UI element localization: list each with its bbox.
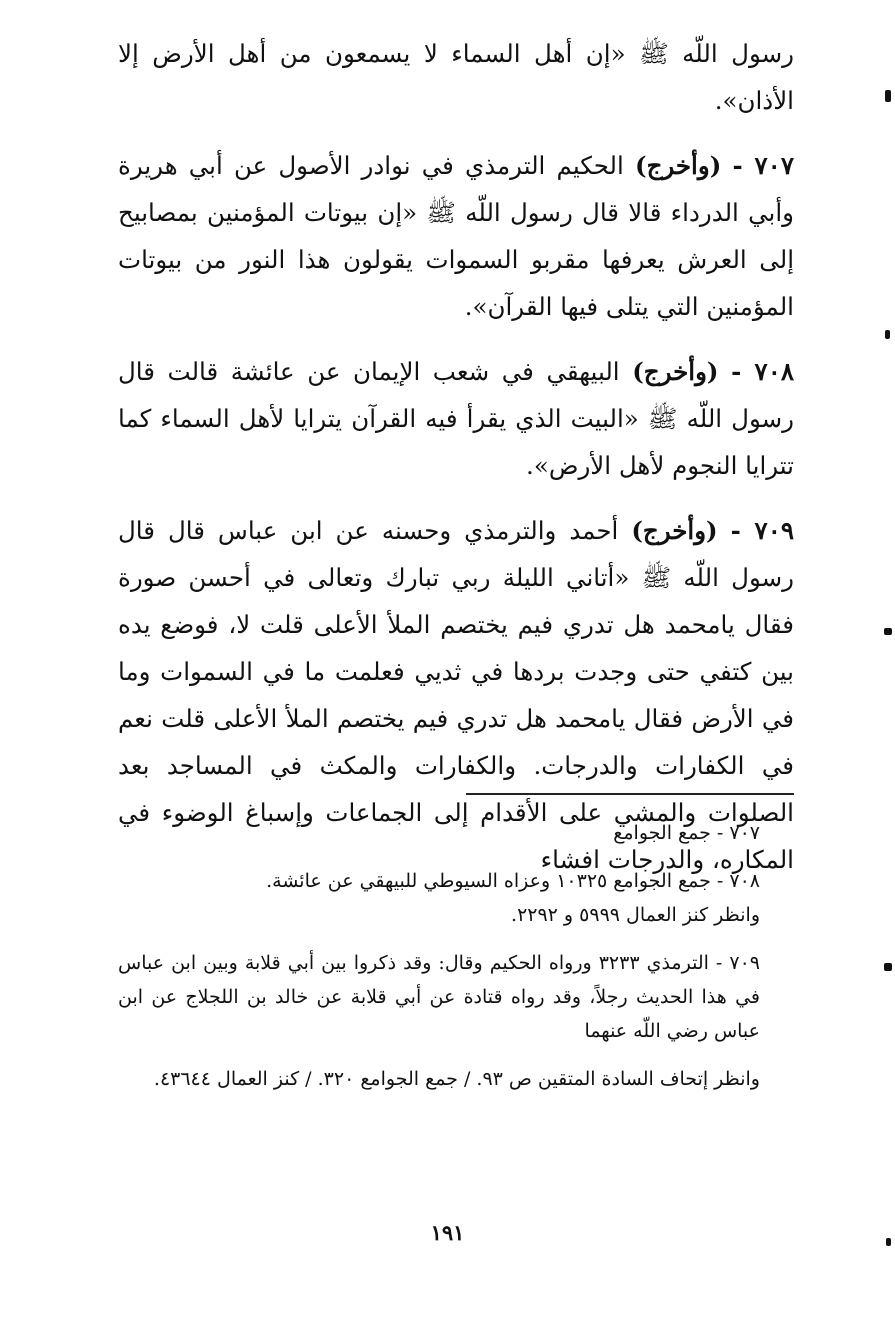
footnote-709-refs: وانظر إتحاف السادة المتقين ص ٩٣. / جمع الجوامع ٣٢٠. / كنز العمال ٤٣٦٤٤. xyxy=(153,1068,760,1090)
footnotes xyxy=(118,816,794,1096)
scan-mark xyxy=(886,1238,891,1246)
hadith-keyword: (وأخرج) xyxy=(632,357,719,386)
main-text xyxy=(118,30,794,883)
hadith-text: الحكيم الترمذي في نوادر الأصول عن أبي هريرة وأبي الدرداء قالا قال رسول اللّه ﷺ «إن بيوتات المؤمنين بمصابيح إلى العرش يعرفها مقربو السموات يقولون هذا النور من بيوتات المؤمنين التي يتلى فيها القرآن». xyxy=(118,151,794,321)
hadith-707 xyxy=(118,142,794,330)
footnote-708: ٧٠٨ - جمع الجوامع ١٠٣٢٥ وعزاه السيوطي للبيهقي عن عائشة. xyxy=(266,870,760,892)
hadith-keyword: (وأخرج) xyxy=(634,151,722,180)
page-number: ١٩١ xyxy=(430,1220,465,1245)
hadith-number: ٧٠٨ - xyxy=(731,357,795,386)
hadith-708 xyxy=(118,348,794,489)
footnote-707: ٧٠٧ - جمع الجوامع xyxy=(613,822,760,844)
intro-paragraph: رسول اللّه ﷺ «إن أهل السماء لا يسمعون من أهل الأرض إلا الأذان». xyxy=(118,39,794,115)
scan-mark xyxy=(885,90,891,102)
hadith-number: ٧٠٧ - xyxy=(732,151,794,180)
scan-mark xyxy=(884,963,892,971)
footnote-708-ref: وانظر كنز العمال ٥٩٩٩ و ٢٢٩٢. xyxy=(511,904,760,926)
hadith-text: أحمد والترمذي وحسنه عن ابن عباس قال قال رسول اللّه ﷺ «أتاني الليلة ربي تبارك وتعالى في أحسن صورة فقال يامحمد هل تدري فيم يختصم الملأ الأعلى قلت لا، فوضع يده بين كتفي حتى وجدت بردها في ثديي فعلمت ما في السموات وما في الأرض فقال يامحمد هل تدري فيم يختصم الملأ الأعلى قلت نعم في الكفارات والدرجات. والكفارات والمكث في المساجد بعد الصلوات والمشي على الأقدام إلى الجماعات وإسباغ الوضوء في المكاره، والدرجات افشاء xyxy=(118,516,794,874)
scan-mark xyxy=(885,330,890,339)
scan-mark xyxy=(884,628,892,635)
footnote-separator xyxy=(466,793,794,795)
book-page xyxy=(118,30,795,1090)
hadith-text: البيهقي في شعب الإيمان عن عائشة قالت قال رسول اللّه ﷺ «البيت الذي يقرأ فيه القرآن يترايا لأهل السماء كما تترايا النجوم لأهل الأرض». xyxy=(118,357,794,480)
hadith-number: ٧٠٩ - xyxy=(730,516,795,545)
hadith-keyword: (وأخرج) xyxy=(631,516,718,545)
footnote-709: ٧٠٩ - الترمذي ٣٢٣٣ ورواه الحكيم وقال: وقد ذكروا بين أبي قلابة وبين ابن عباس في هذا الحديث رجلاً، وقد رواه قتادة عن أبي قلابة عن خالد بن اللجلاج عن ابن عباس رضي اللّه عنهما xyxy=(118,952,760,1042)
